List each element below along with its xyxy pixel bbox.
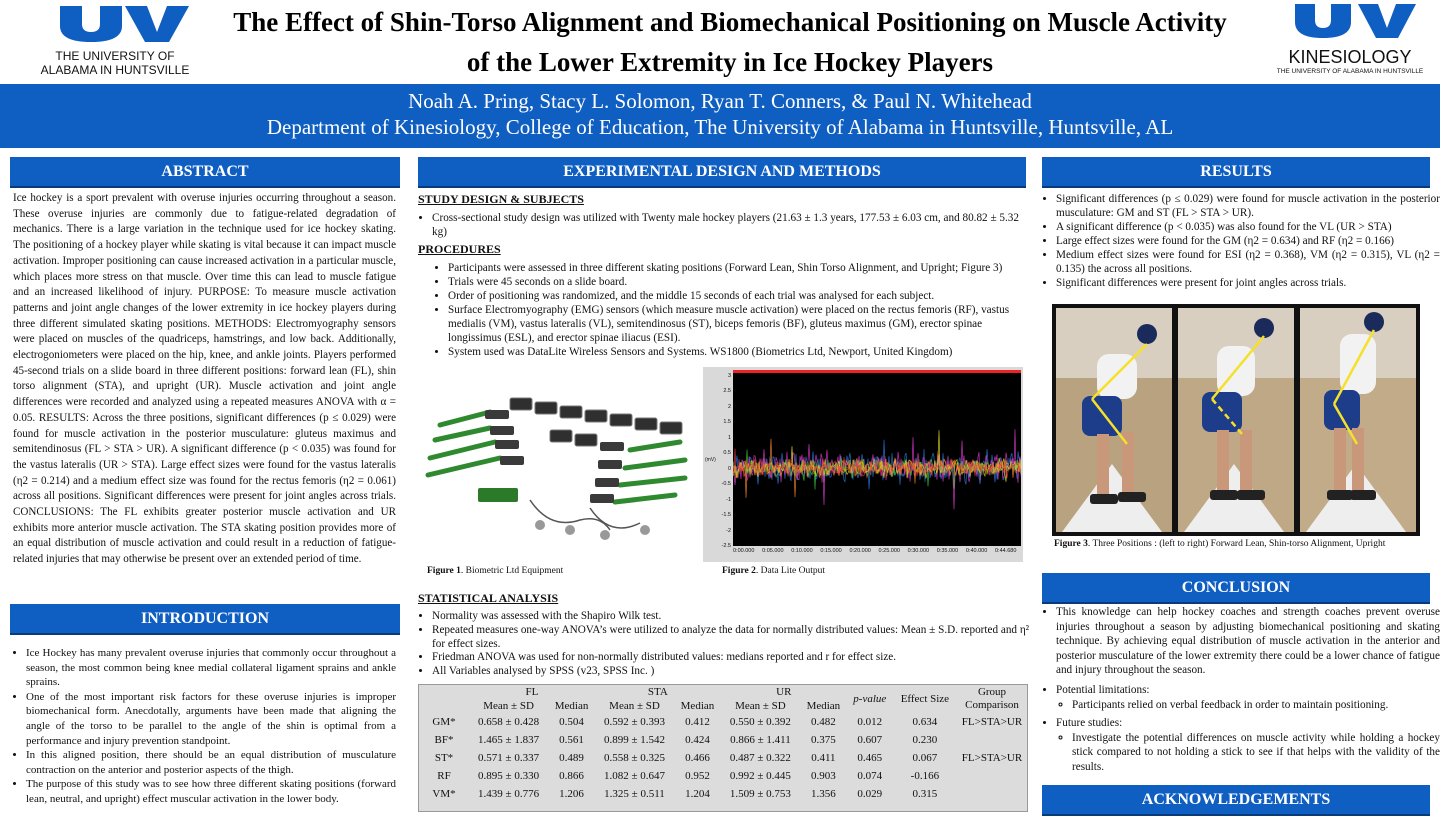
- table-cell: 0.466: [685, 752, 710, 764]
- emg-x-tick-label: 0:00.000: [733, 548, 755, 554]
- table-cell: FL>STA>UR: [961, 752, 1023, 764]
- figure-1-label: Figure 1: [427, 566, 461, 576]
- emg-signal-traces: [733, 370, 1021, 546]
- figure-3-caption-text: . Three Positions : (left to right) Forward Lean, Shin-torso Alignment, Upright: [1087, 539, 1386, 549]
- study-design-item: • Cross-sectional study design was utilized with Twenty male hockey players (21.63 ± 1.3 years, 177.53 ± 6.03 cm, and 80.82 ± 5.32 kg): [432, 211, 1028, 239]
- statistical-analysis-item: • All Variables analysed by SPSS (v23, SPSS Inc. ): [432, 665, 1032, 679]
- conclusion-item: • This knowledge can help hockey coaches and strength coaches prevent overuse injuries throughout a season by adjusting biomechanical positioning and skating technique. By achieving equal distribution of muscle activation in the anterior and posterior musculature of the lower extremity there could be a lower chance of fatigue and injury throughout the season.: [1056, 605, 1440, 678]
- emg-y-tick-label: 3: [727, 373, 731, 379]
- table-cell: -0.166: [910, 770, 940, 782]
- emg-y-tick-label: 2: [727, 403, 731, 410]
- logo-left-line2: ALABAMA IN HUNTSVILLE: [40, 63, 190, 77]
- figure-2-label: Figure 2: [722, 566, 756, 576]
- table-cell: 0.504: [559, 716, 584, 728]
- table-cell: 0.558 ± 0.325: [603, 752, 666, 764]
- results-item: • Medium effect sizes were found for ESI (η2 = 0.368), VM (η2 = 0.315), VL (η2 = 0.135) the across all positions.: [1056, 248, 1440, 276]
- abstract-heading: ABSTRACT: [10, 157, 400, 188]
- table-subheader: Median: [806, 700, 841, 712]
- results-item: • Large effect sizes were found for the GM (η2 = 0.634) and RF (η2 = 0.166): [1056, 234, 1440, 248]
- emg-x-tick-label: 0:20.000: [849, 548, 871, 554]
- results-table: [419, 685, 1027, 803]
- table-cell: 1.325 ± 0.511: [604, 788, 665, 800]
- table-cell: 1.206: [559, 788, 584, 800]
- results-item: • Significant differences (p ≤ 0.029) were found for muscle activation in the posterior musculature: GM and ST (FL > STA > UR).: [1056, 192, 1440, 220]
- table-effect-header: Effect Size: [900, 693, 950, 705]
- statistical-analysis-item: • Friedman ANOVA was used for non-normally distributed values: medians reported and r for effect size.: [432, 651, 1032, 665]
- skating-positions-photo-icon: [1052, 304, 1420, 536]
- limitations-sublist: [1056, 698, 1440, 713]
- procedures-item: • Trials were 45 seconds on a slide board.: [448, 275, 1028, 289]
- logo-left-line1: THE UNIVERSITY OF: [55, 49, 175, 63]
- table-pvalue-header: p-value: [853, 693, 887, 705]
- table-row-label: VM*: [432, 788, 456, 800]
- table-cell: 0.634: [912, 716, 938, 728]
- poster-title: [195, 2, 1265, 82]
- introduction-item: • In this aligned position, there should be an equal distribution of musculature contraction on the anterior and posterior aspects of the thigh.: [26, 748, 396, 777]
- table-row-label: RF: [437, 770, 451, 782]
- table-cell: 1.204: [685, 788, 710, 800]
- logo-right-line2: THE UNIVERSITY OF ALABAMA IN HUNTSVILLE: [1276, 68, 1424, 75]
- limitations-label: Potential limitations:: [1056, 683, 1150, 696]
- emg-x-axis: [733, 548, 1023, 560]
- procedures-list: [418, 261, 1028, 359]
- procedures-item: • Order of positioning was randomized, and the middle 15 seconds of each trial was analysed for each subject.: [448, 289, 1028, 303]
- study-design-heading: STUDY DESIGN & SUBJECTS: [418, 192, 584, 206]
- logo-right-line1: KINESIOLOGY: [1288, 47, 1412, 67]
- table-cell: 0.899 ± 1.542: [603, 734, 666, 746]
- authors: Noah A. Pring, Stacy L. Solomon, Ryan T. Conners, & Paul N. Whitehead: [408, 89, 1032, 113]
- emg-x-tick-label: 0:15.000: [820, 548, 842, 554]
- table-cell: 0.903: [811, 770, 836, 782]
- limitations-subitem: ◦ Participants relied on verbal feedback in order to maintain positioning.: [1072, 698, 1440, 713]
- figure-2-caption: [722, 566, 825, 576]
- figure-2-caption-text: . Data Lite Output: [755, 566, 825, 576]
- table-header-row: [419, 685, 1027, 699]
- table-cell: 0.375: [811, 734, 836, 746]
- emg-x-tick-label: 0:44.680: [995, 548, 1017, 554]
- introduction-body: [8, 646, 396, 807]
- table-cell: 1.465 ± 1.837: [478, 734, 540, 746]
- table-subheader: Mean ± SD: [609, 700, 660, 712]
- future-studies-sublist: [1056, 731, 1440, 775]
- table-cell: 0.550 ± 0.392: [729, 716, 791, 728]
- conclusion-item-limitations: [1056, 683, 1440, 712]
- table-cell: 0.230: [912, 734, 938, 746]
- table-group-comparison-header: Group Comparison: [965, 686, 1019, 711]
- emg-x-tick-label: 0:05.000: [762, 548, 784, 554]
- table-cell: 0.866: [559, 770, 584, 782]
- emg-y-tick-label: -2: [726, 527, 731, 534]
- results-item: • Significant differences were present for joint angles across trials.: [1056, 276, 1440, 290]
- future-studies-subitem: ◦ Investigate the potential differences on muscle activity while holding a hockey stick compared to not holding a stick to see if that helps with the validity of the results.: [1072, 731, 1440, 775]
- table-row: [419, 767, 1027, 785]
- emg-y-tick-label: -1.5: [721, 512, 731, 519]
- table-cell: 1.082 ± 0.647: [603, 770, 666, 782]
- figure-1-equipment-image: [420, 390, 700, 560]
- emg-y-tick-label: 0: [727, 465, 731, 472]
- acknowledgements-heading: ACKNOWLEDGEMENTS: [1042, 785, 1430, 816]
- statistical-analysis-list: [418, 610, 1032, 679]
- table-cell: 0.012: [857, 716, 883, 728]
- emg-y-tick-label: -1: [726, 496, 731, 503]
- table-cell: 0.895 ± 0.330: [478, 770, 540, 782]
- table-group-fl: FL: [525, 686, 539, 698]
- emg-x-tick-label: 0:30.000: [907, 548, 930, 554]
- emg-x-tick-label: 0:35.000: [936, 548, 959, 554]
- methods-heading: EXPERIMENTAL DESIGN AND METHODS: [418, 157, 1026, 188]
- table-cell: [957, 785, 1027, 803]
- table-row: [419, 731, 1027, 749]
- emg-y-tick-label: 1: [727, 434, 731, 441]
- table-cell: [957, 767, 1027, 785]
- figure-1-caption: [427, 566, 563, 576]
- emg-y-tick-label: -0.5: [721, 481, 731, 488]
- figure-3-label: Figure 3: [1054, 539, 1088, 549]
- procedures-item: • System used was DataLite Wireless Sensors and Systems. WS1800 (Biometrics Ltd, Newport, United Kingdom): [448, 345, 1028, 359]
- uah-logo-mark-icon: [30, 2, 200, 44]
- table-subheader: Mean ± SD: [735, 700, 786, 712]
- table-body: [419, 713, 1027, 803]
- introduction-heading: INTRODUCTION: [10, 604, 400, 635]
- table-row-label: GM*: [432, 716, 456, 728]
- table-cell: 0.561: [559, 734, 584, 746]
- table-cell: FL>STA>UR: [961, 716, 1023, 728]
- introduction-item: • One of the most important risk factors for these overuse injuries is improper biomechanical form. Anecdotally, arguments have been made that aligning the angle of the torso to be parallel to the angle of the shin is optimal from a performance and injury prevention standpoint.: [26, 690, 396, 748]
- emg-y-unit: (mV): [705, 457, 716, 463]
- methods-body: [418, 192, 1028, 359]
- table-cell: 0.487 ± 0.322: [729, 752, 791, 764]
- introduction-list: [8, 646, 396, 807]
- table-cell: 0.315: [912, 788, 938, 800]
- emg-y-tick-label: 1.5: [723, 419, 731, 426]
- procedures-item: • Surface Electromyography (EMG) sensors (which measure muscle activation) were placed on the rectus femoris (RF), vastus medialis (VM), vastus lateralis (VL), semitendinosus (ST), biceps femoris (BF), gluteus maximus (GM), erector spinae longissimus (ESL), and erector spinae iliacus (ESI).: [448, 303, 1028, 345]
- introduction-item: • The purpose of this study was to see how three different skating positions (forward lean, neutral, and upright) effect muscular activation in the lower body.: [26, 777, 396, 806]
- table-cell: 0.482: [811, 716, 836, 728]
- table-cell: 0.658 ± 0.428: [478, 716, 540, 728]
- emg-x-tick-label: 0:40.000: [965, 548, 988, 554]
- statistical-analysis-heading: STATISTICAL ANALYSIS: [418, 591, 559, 605]
- table-row-label: BF*: [434, 734, 454, 746]
- results-item: • A significant difference (p < 0.035) was also found for the VL (UR > STA): [1056, 220, 1440, 234]
- statistical-analysis-item: • Repeated measures one-way ANOVA’s were utilized to analyze the data for normally distributed values: Mean ± S.D. reported and η² for effect sizes.: [432, 624, 1032, 652]
- table-cell: 1.439 ± 0.776: [478, 788, 540, 800]
- table-row-label: ST*: [434, 752, 454, 764]
- conclusion-list: [1042, 605, 1440, 775]
- table-row: [419, 713, 1027, 731]
- figure-3-photos: [1052, 304, 1420, 536]
- emg-sensors-icon: [420, 390, 700, 560]
- results-heading: RESULTS: [1042, 157, 1430, 188]
- table-subheader: Median: [680, 700, 715, 712]
- table-cell: 1.509 ± 0.753: [729, 788, 791, 800]
- table-cell: 0.074: [857, 770, 883, 782]
- table-row: [419, 785, 1027, 803]
- emg-x-tick-label: 0:25.000: [878, 548, 900, 554]
- study-design-list: [418, 211, 1028, 239]
- table-row: [419, 749, 1027, 767]
- table-cell: 0.952: [685, 770, 710, 782]
- emg-y-tick-label: 0.5: [723, 450, 731, 457]
- table-cell: 0.571 ± 0.337: [478, 752, 540, 764]
- statistical-analysis-item: • Normality was assessed with the Shapiro Wilk test.: [432, 610, 1032, 624]
- table-cell: 0.424: [685, 734, 710, 746]
- table-cell: 1.356: [811, 788, 836, 800]
- emg-trace-line: [733, 430, 1021, 482]
- affiliation: Department of Kinesiology, College of Education, The University of Alabama in Huntsville, Huntsville, AL: [266, 115, 1174, 139]
- procedures-item: • Participants were assessed in three different skating positions (Forward Lean, Shin Torso Alignment, and Upright; Figure 3): [448, 261, 1028, 275]
- conclusion-item-future: [1056, 716, 1440, 774]
- results-table-container: [418, 684, 1028, 812]
- emg-x-tick-label: 0:10.000: [791, 548, 813, 554]
- table-subheader: Mean ± SD: [483, 700, 534, 712]
- table-cell: 0.029: [857, 788, 883, 800]
- table-group-ur: UR: [776, 686, 792, 698]
- uah-logo-left: [30, 2, 200, 77]
- kinesiology-logo-mark-icon: [1270, 2, 1430, 42]
- author-band: [0, 84, 1440, 148]
- table-cell: 0.592 ± 0.393: [603, 716, 666, 728]
- table-group-sta: STA: [647, 686, 668, 698]
- conclusion-heading: CONCLUSION: [1042, 573, 1430, 604]
- title-line-2: of the Lower Extremity in Ice Hockey Players: [466, 47, 994, 77]
- kinesiology-logo-right: [1270, 2, 1430, 77]
- figure-2-emg-output: [703, 367, 1023, 562]
- table-subheader: Median: [554, 700, 589, 712]
- figure-3-caption: [1054, 539, 1385, 549]
- introduction-item: • Ice Hockey has many prevalent overuse injuries that commonly occur throughout a season, the most common being knee medial collateral ligament sprains and ankle sprains.: [26, 646, 396, 690]
- abstract-text: Ice hockey is a sport prevalent with overuse injuries occurring throughout a season. These overuse injuries are commonly due to fatigue-related degradation of mechanics. There is a large variation in the technique used for ice hockey skating. The positioning of a hockey player while skating is vital because it can impact muscle activation. Improper positioning can cause increased activation in a particular muscle, which places more stress on that muscle. Over time this can lead to muscle fatigue and an increased likelihood of injury. PURPOSE: To measure muscle activation patterns and joint angle changes of the lower extremity in ice hockey players during three different simulated skating positions. METHODS: Electromyography sensors were placed on muscles of the quadriceps, hamstrings, and low back. Additionally, electrogoniometers were placed on the hip, knee, and ankle joints. Players performed 45-second trials on a slide board in three different positions: forward lean (FL), shin torso alignment (STA), and upright (UR). Muscle activation and joint angle differences were recorded and analyzed using a repeated measures ANOVA with α = 0.05. RESULTS: Across the three positions, significant differences (p ≤ 0.029) were found for muscle activation in the posterior musculature: gluteus maximus and semitendinosus (FL > STA > UR). A significant difference (p < 0.035) was found for the vastus lateralis (UR > STA). Large effect sizes were found for the vastus lateralis (η2 = 0.214) and a medium effect size was found for the rectus femoris (η2 = 0.061) across all positions. Significant differences were present for joint angles across trials. CONCLUSIONS: The FL exhibits greater posterior muscle activation and UR exhibits more anterior muscle activation. The STA skating position provides more of an equal distribution of muscle activation and could result in a reduction of fatigue-related injuries that may otherwise be present over an extended period of time.: [13, 192, 396, 566]
- table-cell: 0.067: [912, 752, 938, 764]
- table-cell: 0.992 ± 0.445: [729, 770, 791, 782]
- table-cell: 0.607: [857, 734, 883, 746]
- table-cell: 0.412: [685, 716, 710, 728]
- emg-plot-area: [733, 370, 1021, 546]
- results-list: [1042, 192, 1440, 290]
- emg-y-tick-label: -2.5: [721, 543, 731, 549]
- procedures-heading: PROCEDURES: [418, 242, 501, 256]
- table-cell: [957, 731, 1027, 749]
- title-line-1: The Effect of Shin-Torso Alignment and Biomechanical Positioning on Muscle Activity: [233, 7, 1227, 37]
- future-studies-label: Future studies:: [1056, 717, 1123, 730]
- table-cell: 0.411: [811, 752, 836, 764]
- table-cell: 0.465: [857, 752, 883, 764]
- table-cell: 0.866 ± 1.411: [730, 734, 791, 746]
- emg-y-tick-label: 2.5: [723, 388, 731, 395]
- table-cell: 0.489: [559, 752, 584, 764]
- figure-1-caption-text: . Biometric Ltd Equipment: [460, 566, 564, 576]
